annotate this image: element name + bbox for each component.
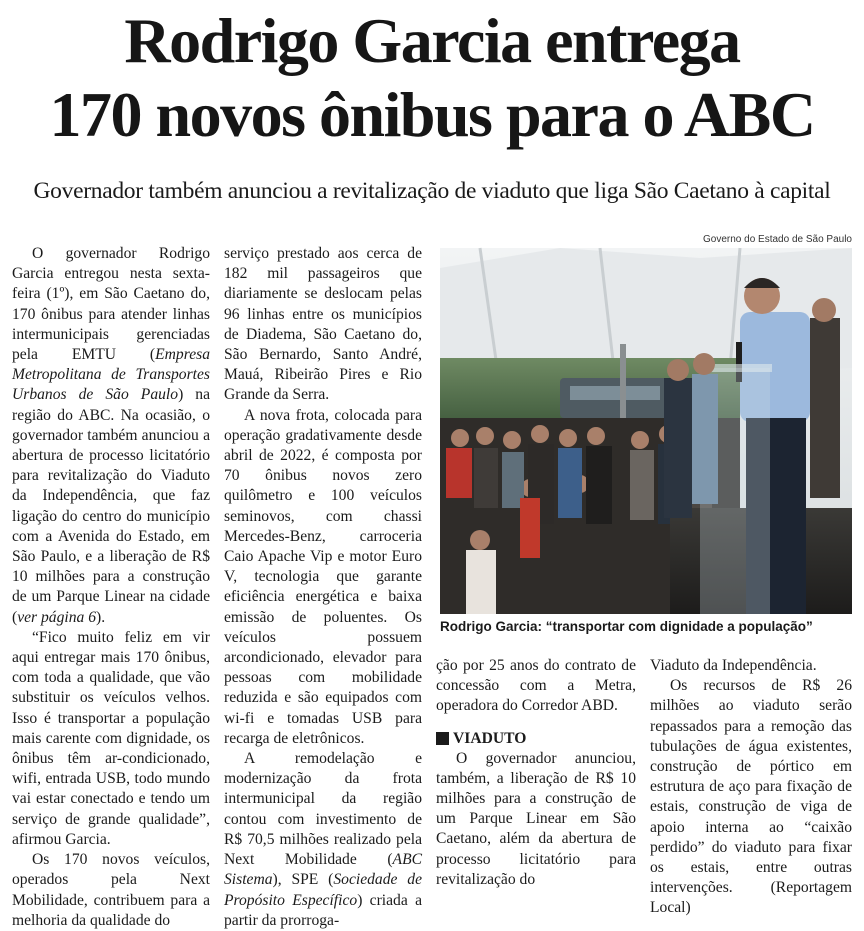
subheadline: Governador também anunciou a revitalização de viaduto que liga São Caetano à capital [33,178,831,204]
paragraph: A nova frota, colocada para operação gradativamente desde abril de 2022, é composta por 70 ônibus novos zero quilômetro e 100 veículos seminovos, com chassi Mercedes-Benz, carroceria Caio Apache Vip e motor Euro V, tecnologia que garante eficiência energética e baixa emissão de poluentes. Os veículos possuem arcondicionado, elevador para pessoas com mobilidade reduzida e são equipados com wi-fi e tomadas USB para recarga de eletrônicos. [224,406,422,747]
headline-line-2: 170 novos ônibus para o ABC [49,79,815,150]
paragraph: A remodelação e modernização da frota intermunicipal da região contou com investimento de R$ 70,5 milhões realizado pela Next Mobilidade (ABC Sistema), SPE (Sociedade de Propósito Específico) criada a partir da prorroga- [224,750,422,929]
paragraph: Os 170 novos veículos, operados pela Next Mobilidade, contribuem para a melhoria da qualidade do [12,851,210,929]
paragraph: O governador anunciou, também, a liberação de R$ 10 milhões para a construção de um Parque Linear em São Caetano, além da abertura de processo licitatório para revitalização do [436,749,636,888]
paragraph: serviço prestado aos cerca de 182 mil passageiros que diariamente se deslocam pelas 96 linhas entre os municípios de Diadema, São Caetano do, São Bernardo, Santo André, Mauá, Ribeirão Pires e Rio Grande da Serra. [224,245,422,404]
article-column-2 [224,244,422,931]
article-column-3 [436,656,636,890]
photo-credit: Governo do Estado de São Paulo [703,234,852,245]
square-bullet-icon [436,732,449,745]
paragraph: O governador Rodrigo Garcia entregou nesta sexta-feira (1º), em São Caetano do, 170 ônibus para atender linhas intermunicipais gerenciadas pela EMTU (Empresa Metropolitana de Transportes Urbanos de São Paulo) na região do ABC. Na ocasião, o governador também anunciou a abertura de processo licitatório para revitalização do Viaduto da Independência, que faz ligação do centro do município com a Avenida do Estado, em São Paulo, e a liberação de R$ 10 milhões para a construção de um Parque Linear na cidade (ver página 6). [12,245,211,626]
section-heading-label: VIADUTO [453,729,527,747]
section-heading [436,729,636,749]
photo-caption: Rodrigo Garcia: “transportar com dignidade a população” [440,619,813,634]
paragraph: Viaduto da Independência. [650,657,817,674]
headline [0,4,864,152]
news-photo-illustration [440,248,852,614]
news-photo [440,248,852,614]
article-column-1 [12,244,210,931]
paragraph: ção por 25 anos do contrato de concessão com a Metra, operadora do Corredor ABD. [436,657,636,715]
article-column-4 [650,656,852,919]
paragraph: Os recursos de R$ 26 milhões ao viaduto serão repassados para a remoção das tubulações de água existentes, construção de pórtico em estrutura de aço para fixação de estais, construção de viga de apoio interna ao “caixão perdido” do viaduto para fixar os estais, entre outras intervenções. (Reportagem Local) [650,677,852,917]
paragraph: “Fico muito feliz em vir aqui entregar mais 170 ônibus, com toda a qualidade, que vão substituir os veículos velhos. Isso é transportar a população mais carente com dignidade, os ônibus têm ar-condicionado, wifi, entrada USB, todo mundo vai estar conectado e tendo um serviço de grande qualidade”, afirmou Garcia. [12,628,210,848]
headline-line-1: Rodrigo Garcia entrega [124,5,740,76]
